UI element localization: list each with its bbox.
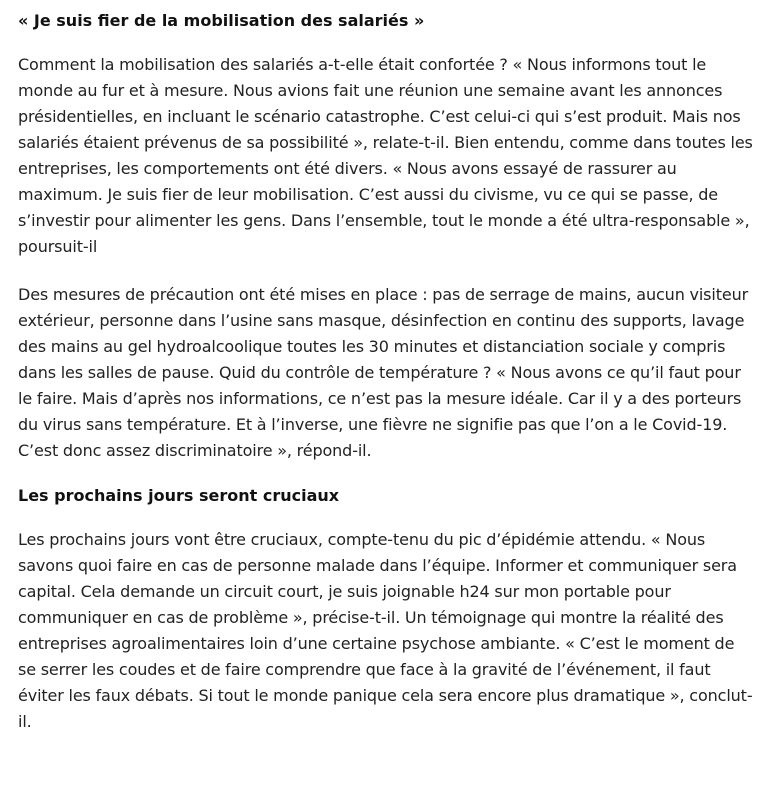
paragraph-mobilisation: Comment la mobilisation des salariés a-t-elle était confortée ? « Nous informons tout le monde au fur et à mesure. Nous avions fait une réunion une semaine avant les annonces présidentielles, en incluant le scénario catastrophe. C’est celui-ci qui s’est produit. Mais nos salariés étaient prévenus de sa possibilité », relate-t-il. Bien entendu, comme dans toutes les entreprises, les comportements ont été divers. « Nous avons essayé de rassurer au maximum. Je suis fier de leur mobilisation. C’est aussi du civisme, vu ce qui se passe, de s’investir pour alimenter les gens. Dans l’ensemble, tout le monde a été ultra-responsable », poursuit-il xyxy=(18,55,753,256)
section-heading-prochains-jours: Les prochains jours seront cruciaux xyxy=(18,486,340,505)
paragraph-prochains-jours: Les prochains jours vont être cruciaux, compte-tenu du pic d’épidémie attendu. « Nous savons quoi faire en cas de personne malade dans l’équipe. Informer et communiquer sera capital. Cela demande un circuit court, je suis joignable h24 sur mon portable pour communiquer en cas de problème », précise-t-il. Un témoignage qui montre la réalité des entreprises agroalimentaires loin d’une certaine psychose ambiante. « C’est le moment de se serrer les coudes et de faire comprendre que face à la gravité de l’événement, il faut éviter les faux débats. Si tout le monde panique cela sera encore plus dramatique », conclut-il. xyxy=(18,530,753,731)
section-heading-mobilisation: « Je suis fier de la mobilisation des salariés » xyxy=(18,11,425,30)
paragraph-precautions: Des mesures de précaution ont été mises en place : pas de serrage de mains, aucun visiteur extérieur, personne dans l’usine sans masque, désinfection en continu des supports, lavage des mains au gel hydroalcoolique toutes les 30 minutes et distanciation sociale y compris dans les salles de pause. Quid du contrôle de température ? « Nous avons ce qu’il faut pour le faire. Mais d’après nos informations, ce n’est pas la mesure idéale. Car il y a des porteurs du virus sans température. Et à l’inverse, une fièvre ne signifie pas que l’on a le Covid-19. C’est donc assez discriminatoire », répond-il. xyxy=(18,285,749,460)
